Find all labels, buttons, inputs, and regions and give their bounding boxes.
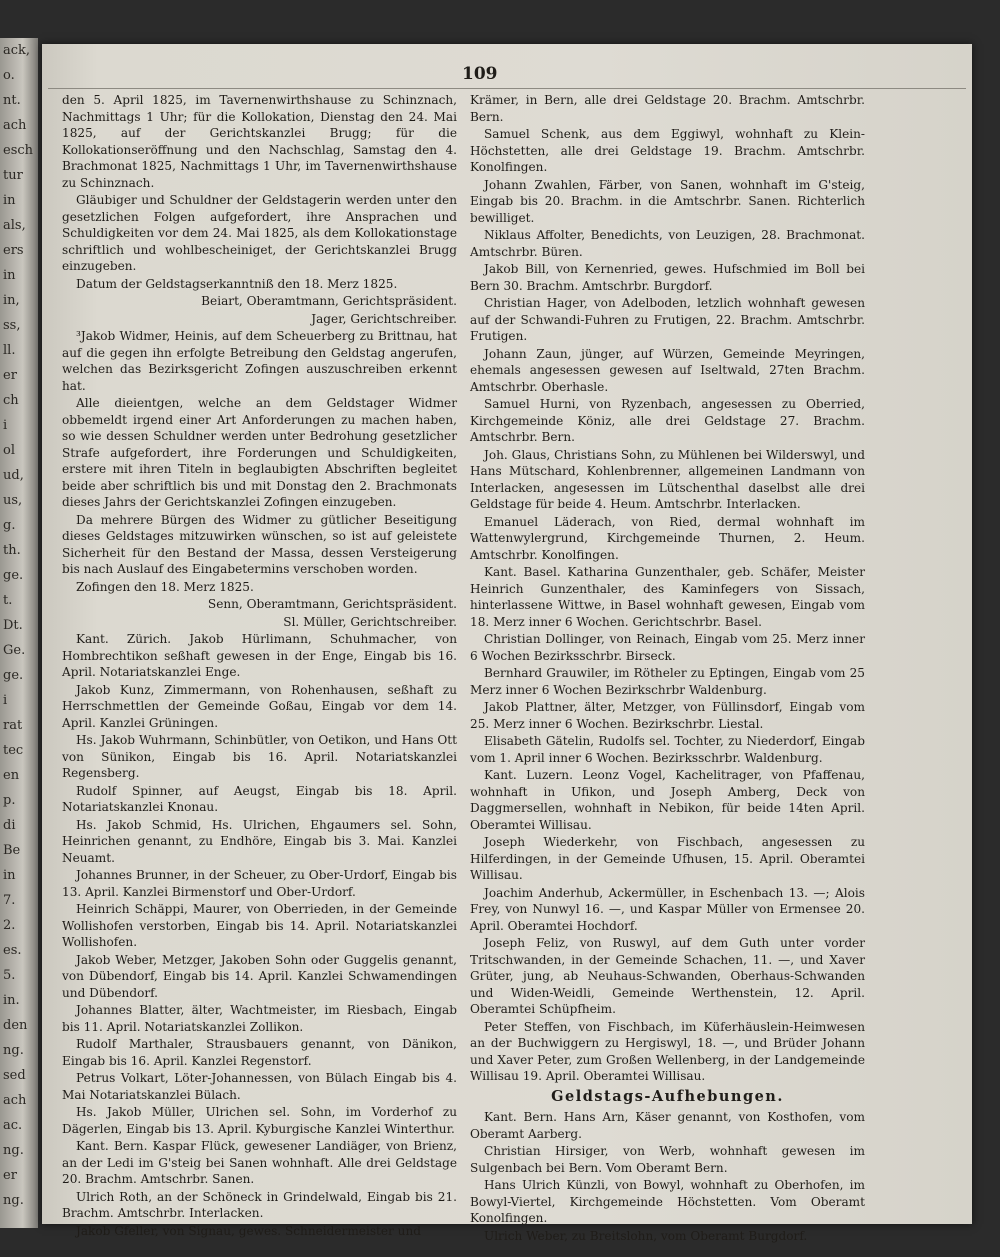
- previous-page-fragment: ers: [3, 243, 24, 258]
- previous-page-fragment: es.: [3, 943, 22, 958]
- previous-page-fragment: ng.: [3, 1043, 24, 1058]
- previous-page-fragment: 5.: [3, 968, 16, 983]
- previous-page-edge: [0, 38, 38, 1228]
- notice-paragraph: Hans Ulrich Künzli, von Bowyl, wohnhaft zu Oberhofen, im Bowyl-Viertel, Kirchgemeinde Höchstetten. Vom Oberamt Konolfingen.: [470, 1178, 865, 1225]
- previous-page-fragment: 7.: [3, 893, 16, 908]
- notice-paragraph: Christian Hager, von Adelboden, letzlich wohnhaft gewesen auf der Schwandi-Fuhren zu Frutigen, 22. Brachm. Amtschrbr. Frutigen.: [470, 296, 865, 343]
- previous-page-fragment: 2.: [3, 918, 16, 933]
- notice-paragraph: Samuel Hurni, von Ryzenbach, angesessen zu Oberried, Kirchgemeinde Köniz, alle drei Geldstage 27. Brachm. Amtschrbr. Bern.: [470, 397, 865, 444]
- previous-page-fragment: ng.: [3, 1143, 24, 1158]
- notice-paragraph: Christian Dollinger, von Reinach, Eingab vom 25. Merz inner 6 Wochen Bezirksschrbr. Birseck.: [470, 632, 865, 663]
- notice-paragraph: Rudolf Marthaler, Strausbauers genannt, von Dänikon, Eingab bis 16. April. Kanzlei Regenstorf.: [62, 1037, 457, 1068]
- previous-page-fragment: in: [3, 193, 16, 208]
- previous-page-fragment: in: [3, 868, 16, 883]
- notice-paragraph: Joachim Anderhub, Ackermüller, in Eschenbach 13. —; Alois Frey, von Nunwyl 16. —, und Kaspar Müller von Ermensee 20. April. Oberamtei Hochdorf.: [470, 885, 865, 933]
- notice-paragraph: Johann Zaun, jünger, auf Würzen, Gemeinde Meyringen, ehemals angesessen gewesen auf Iseltwald, 27ten Brachm. Amtschrbr. Oberhasle.: [470, 346, 865, 394]
- left-column: [62, 92, 457, 1240]
- header-rule: [48, 88, 966, 89]
- previous-page-fragment: in.: [3, 993, 20, 1008]
- notice-paragraph: Elisabeth Gätelin, Rudolfs sel. Tochter, zu Niederdorf, Eingab vom 1. April inner 6 Wochen. Bezirksschrbr. Waldenburg.: [470, 734, 865, 765]
- notice-paragraph: Hs. Jakob Schmid, Hs. Ulrichen, Ehgaumers sel. Sohn, Heinrichen genannt, zu Endhöre, Eingab bis 3. Mai. Kanzlei Neuamt.: [62, 817, 457, 865]
- previous-page-fragment: nt.: [3, 93, 21, 108]
- notice-paragraph: Sl. Müller, Gerichtschreiber.: [283, 614, 457, 629]
- notice-paragraph: Jakob Gfeller, von Signau, gewes. Schneidermeister und: [76, 1223, 422, 1238]
- section-heading: Geldstags-Aufhebungen.: [551, 1087, 784, 1105]
- notice-paragraph: Datum der Geldstagserkanntniß den 18. Merz 1825.: [76, 276, 398, 291]
- notice-paragraph: Christian Hirsiger, von Werb, wohnhaft gewesen im Sulgenbach bei Bern. Vom Oberamt Bern.: [470, 1144, 865, 1175]
- previous-page-fragment: esch: [3, 143, 34, 158]
- previous-page-fragment: ge.: [3, 668, 24, 683]
- notice-paragraph: Jakob Bill, von Kernenried, gewes. Hufschmied im Boll bei Bern 30. Brachm. Amtschrbr. Burgdorf.: [470, 262, 865, 293]
- notice-paragraph: Gläubiger und Schuldner der Geldstagerin werden unter den gesetzlichen Folgen aufgefordert, ihre Ansprachen und Schuldigkeiten vor dem 24. Mai 1825, als dem Kollokationstage schriftlich und wohlbescheiniget, der Gerichtskanzlei Brugg einzugeben.: [62, 193, 457, 273]
- newspaper-sheet: [42, 44, 972, 1243]
- previous-page-fragment: i: [3, 693, 8, 708]
- previous-page-fragment: er: [3, 368, 17, 383]
- previous-page-fragment: i: [3, 418, 8, 433]
- notice-paragraph: Jakob Weber, Metzger, Jakoben Sohn oder Guggelis genannt, von Dübendorf, Eingab bis 14. April. Kanzlei Schwamendingen und Dübendorf.: [62, 952, 457, 1000]
- previous-page-fragment: in,: [3, 293, 20, 308]
- previous-page-fragment: ll.: [3, 343, 16, 358]
- previous-page-fragment: den: [3, 1018, 28, 1033]
- notice-paragraph: Niklaus Affolter, Benedichts, von Leuzigen, 28. Brachmonat. Amtschrbr. Büren.: [470, 228, 865, 259]
- notice-paragraph: Johannes Blatter, älter, Wachtmeister, im Riesbach, Eingab bis 11. April. Notariatskanzlei Zollikon.: [62, 1003, 457, 1034]
- notice-paragraph: Kant. Luzern. Leonz Vogel, Kachelitrager, von Pfaffenau, wohnhaft in Ufikon, und Joseph Amberg, Deck von Daggmersellen, wohnhaft in Nebikon, für beide 14ten April. Oberamtei Willisau.: [470, 768, 865, 832]
- previous-page-fragment: er: [3, 1168, 17, 1183]
- previous-page-fragment: en: [3, 768, 20, 783]
- previous-page-fragment: rat: [3, 718, 23, 733]
- notice-paragraph: Kant. Zürich. Jakob Hürlimann, Schuhmacher, von Hombrechtikon seßhaft gewesen in der Enge, Eingab bis 16. April. Notariatskanzlei Enge.: [62, 632, 457, 679]
- notice-paragraph: Joseph Wiederkehr, von Fischbach, angesessen zu Hilferdingen, in der Gemeinde Ufhusen, 15. April. Oberamtei Willisau.: [470, 835, 865, 882]
- notice-paragraph: Johann Zwahlen, Färber, von Sanen, wohnhaft im G'steig, Eingab bis 20. Brachm. in die Amtschrbr. Sanen. Richterlich bewilliget.: [470, 177, 865, 225]
- notice-paragraph: Jakob Kunz, Zimmermann, von Rohenhausen, seßhaft zu Herrschmettlen der Gemeinde Goßau, Eingab vor dem 14. April. Kanzlei Grüningen.: [62, 682, 457, 730]
- previous-page-fragment: ud,: [3, 468, 24, 483]
- notice-paragraph: Samuel Schenk, aus dem Eggiwyl, wohnhaft zu Klein-Höchstetten, alle drei Geldstage 19. Brachm. Amtschrbr. Konolfingen.: [470, 127, 865, 174]
- notice-paragraph: Rudolf Spinner, auf Aeugst, Eingab bis 18. April. Notariatskanzlei Knonau.: [62, 783, 457, 814]
- notice-paragraph: Joh. Glaus, Christians Sohn, zu Mühlenen bei Wilderswyl, und Hans Mütschard, Kohlenbrenner, allgemeinen Landmann von Interlacken, angesessen im Lütschenthal daselbst alle drei Geldstage für beide 4. Heum. Amtschrbr. Interlacken.: [470, 447, 865, 511]
- previous-page-fragment: p.: [3, 793, 16, 808]
- page-number: 109: [462, 64, 498, 84]
- notice-paragraph: Kant. Bern. Hans Arn, Käser genannt, von Kosthofen, vom Oberamt Aarberg.: [470, 1110, 865, 1141]
- notice-paragraph: Zofingen den 18. Merz 1825.: [76, 579, 254, 594]
- previous-page-fragment: g.: [3, 518, 16, 533]
- notice-paragraph: Da mehrere Bürgen des Widmer zu gütlicher Beseitigung dieses Geldstages mitzuwirken wünschen, so ist auf geleistete Sicherheit für den Bestand der Massa, dessen Versteigerung bis nach Auslauf des Eingabetermins verschoben worden.: [62, 512, 457, 576]
- notice-paragraph: Beiart, Oberamtmann, Gerichtspräsident.: [201, 294, 457, 308]
- notice-paragraph: Johannes Brunner, in der Scheuer, zu Ober-Urdorf, Eingab bis 13. April. Kanzlei Birmenstorf und Ober-Urdorf.: [62, 868, 457, 899]
- previous-page-fragment: t.: [3, 593, 13, 608]
- notice-paragraph: Bernhard Grauwiler, im Rötheler zu Eptingen, Eingab vom 25 Merz inner 6 Wochen Bezirkschrbr Waldenburg.: [470, 666, 865, 697]
- notice-paragraph: Jakob Plattner, älter, Metzger, von Füllinsdorf, Eingab vom 25. Merz inner 6 Wochen. Bezirkschrbr. Liestal.: [470, 700, 865, 731]
- notice-paragraph: Heinrich Schäppi, Maurer, von Oberrieden, in der Gemeinde Wollishofen verstorben, Eingab bis 14. April. Notariatskanzlei Wollishofen.: [62, 902, 457, 949]
- previous-page-fragment: Be: [3, 843, 21, 858]
- previous-page-fragment: Dt.: [3, 618, 23, 633]
- notice-paragraph: den 5. April 1825, im Tavernenwirthshause zu Schinznach, Nachmittags 1 Uhr; für die Kollokation, Dienstag den 24. Mai 1825, auf der Gerichtskanzlei Brugg; für die Kollokationseröffnung und den Nachschlag, Samstag den 4. Brachmonat 1825, Nachmittags 1 Uhr, im Tavernenwirthshause zu Schinznach.: [62, 93, 457, 190]
- notice-paragraph: Emanuel Läderach, von Ried, dermal wohnhaft im Wattenwylergrund, Kirchgemeinde Thurnen, 2. Heum. Amtschrbr. Konolfingen.: [470, 514, 865, 562]
- previous-page-fragment: ge.: [3, 568, 24, 583]
- notice-paragraph: Krämer, in Bern, alle drei Geldstage 20. Brachm. Amtschrbr. Bern.: [470, 93, 865, 124]
- notice-paragraph: Hs. Jakob Müller, Ulrichen sel. Sohn, im Vorderhof zu Dägerlen, Eingab bis 13. April. Kyburgische Kanzlei Winterthur.: [62, 1105, 457, 1136]
- previous-page-fragment: ch: [3, 393, 19, 408]
- previous-page-fragment: ng.: [3, 1193, 24, 1208]
- previous-page-fragment: th.: [3, 543, 21, 558]
- previous-page-fragment: o.: [3, 68, 15, 83]
- previous-page-fragment: in: [3, 268, 16, 283]
- previous-page-fragment: Ge.: [3, 643, 26, 658]
- previous-page-fragment: tec: [3, 743, 24, 758]
- previous-page-fragment: ack,: [3, 43, 31, 58]
- previous-page-fragment: als,: [3, 218, 26, 233]
- previous-page-fragment: ol: [3, 443, 15, 458]
- previous-page-fragment: di: [3, 818, 16, 833]
- previous-page-fragment: ac.: [3, 1118, 23, 1133]
- previous-page-fragment: ach: [3, 1093, 27, 1108]
- notice-paragraph: Joseph Feliz, von Ruswyl, auf dem Guth unter vorder Tritschwanden, in der Gemeinde Schachen, 11. —, und Xaver Grüter, jung, ab Neuhaus-Schwanden, Oberhaus-Schwanden und Widen-Weidli, Gemeinde Werthenstein, 12. April. Oberamtei Schüpfheim.: [470, 936, 865, 1016]
- notice-paragraph: Alle dieientgen, welche an dem Geldstager Widmer obbemeldt irgend einer Art Anforderungen zu machen haben, so wie dessen Schuldner werden unter Bedrohung gesetzlicher Strafe aufgefordert, ihre Forderungen und Schuldigkeiten, erstere mit ihren Titeln in beglaubigten Abschriften begleitet beide aber schriftlich bis und mit Donstag den 2. Brachmonats dieses Jahrs der Gerichtskanzlei Zofingen einzugeben.: [62, 396, 457, 509]
- previous-page-fragment: ss,: [3, 318, 21, 333]
- previous-page-fragment: ach: [3, 118, 27, 133]
- previous-page-fragment: us,: [3, 493, 23, 508]
- notice-paragraph: Ulrich Roth, an der Schöneck in Grindelwald, Eingab bis 21. Brachm. Amtschrbr. Interlacken.: [62, 1189, 457, 1220]
- notice-paragraph: Hs. Jakob Wuhrmann, Schinbütler, von Oetikon, und Hans Ott von Sünikon, Eingab bis 16. April. Notariatskanzlei Regensberg.: [62, 733, 457, 780]
- notice-paragraph: Peter Steffen, von Fischbach, im Küferhäuslein-Heimwesen an der Buchwiggern zu Hergiswyl, 18. —, und Brüder Johann und Xaver Peter, zum Großen Wellenberg, in der Landgemeinde Willisau 19. April. Oberamtei Willisau.: [470, 1019, 865, 1083]
- notice-paragraph: Kant. Basel. Katharina Gunzenthaler, geb. Schäfer, Meister Heinrich Gunzenthaler, des Kaminfegers von Sissach, hinterlassene Wittwe, in Basel wohnhaft gewesen, Eingab vom 18. Merz inner 6 Wochen. Gerichtschrbr. Basel.: [470, 565, 865, 629]
- notice-paragraph: Senn, Oberamtmann, Gerichtspräsident.: [207, 597, 457, 611]
- notice-paragraph: Ulrich Weber, zu Breitslohn, vom Oberamt Burgdorf.: [484, 1228, 808, 1243]
- notice-paragraph: Petrus Volkart, Löter-Johannessen, von Bülach Eingab bis 4. Mai Notariatskanzlei Bülach.: [62, 1071, 457, 1102]
- previous-page-fragment: tur: [3, 168, 23, 183]
- previous-page-fragment: sed: [3, 1068, 26, 1083]
- notice-paragraph: Jager, Gerichtschreiber.: [311, 311, 457, 326]
- notice-paragraph: Kant. Bern. Kaspar Flück, gewesener Landiäger, von Brienz, an der Ledi im G'steig bei Sanen wohnhaft. Alle drei Geldstage 20. Brachm. Amtschrbr. Sanen.: [62, 1139, 457, 1186]
- notice-paragraph: ³Jakob Widmer, Heinis, auf dem Scheuerberg zu Brittnau, hat auf die gegen ihn erfolgte Betreibung den Geldstag angerufen, welchen das Bezirksgericht Zofingen auszuschreiben erkennt hat.: [62, 329, 457, 393]
- right-column: [470, 92, 865, 1245]
